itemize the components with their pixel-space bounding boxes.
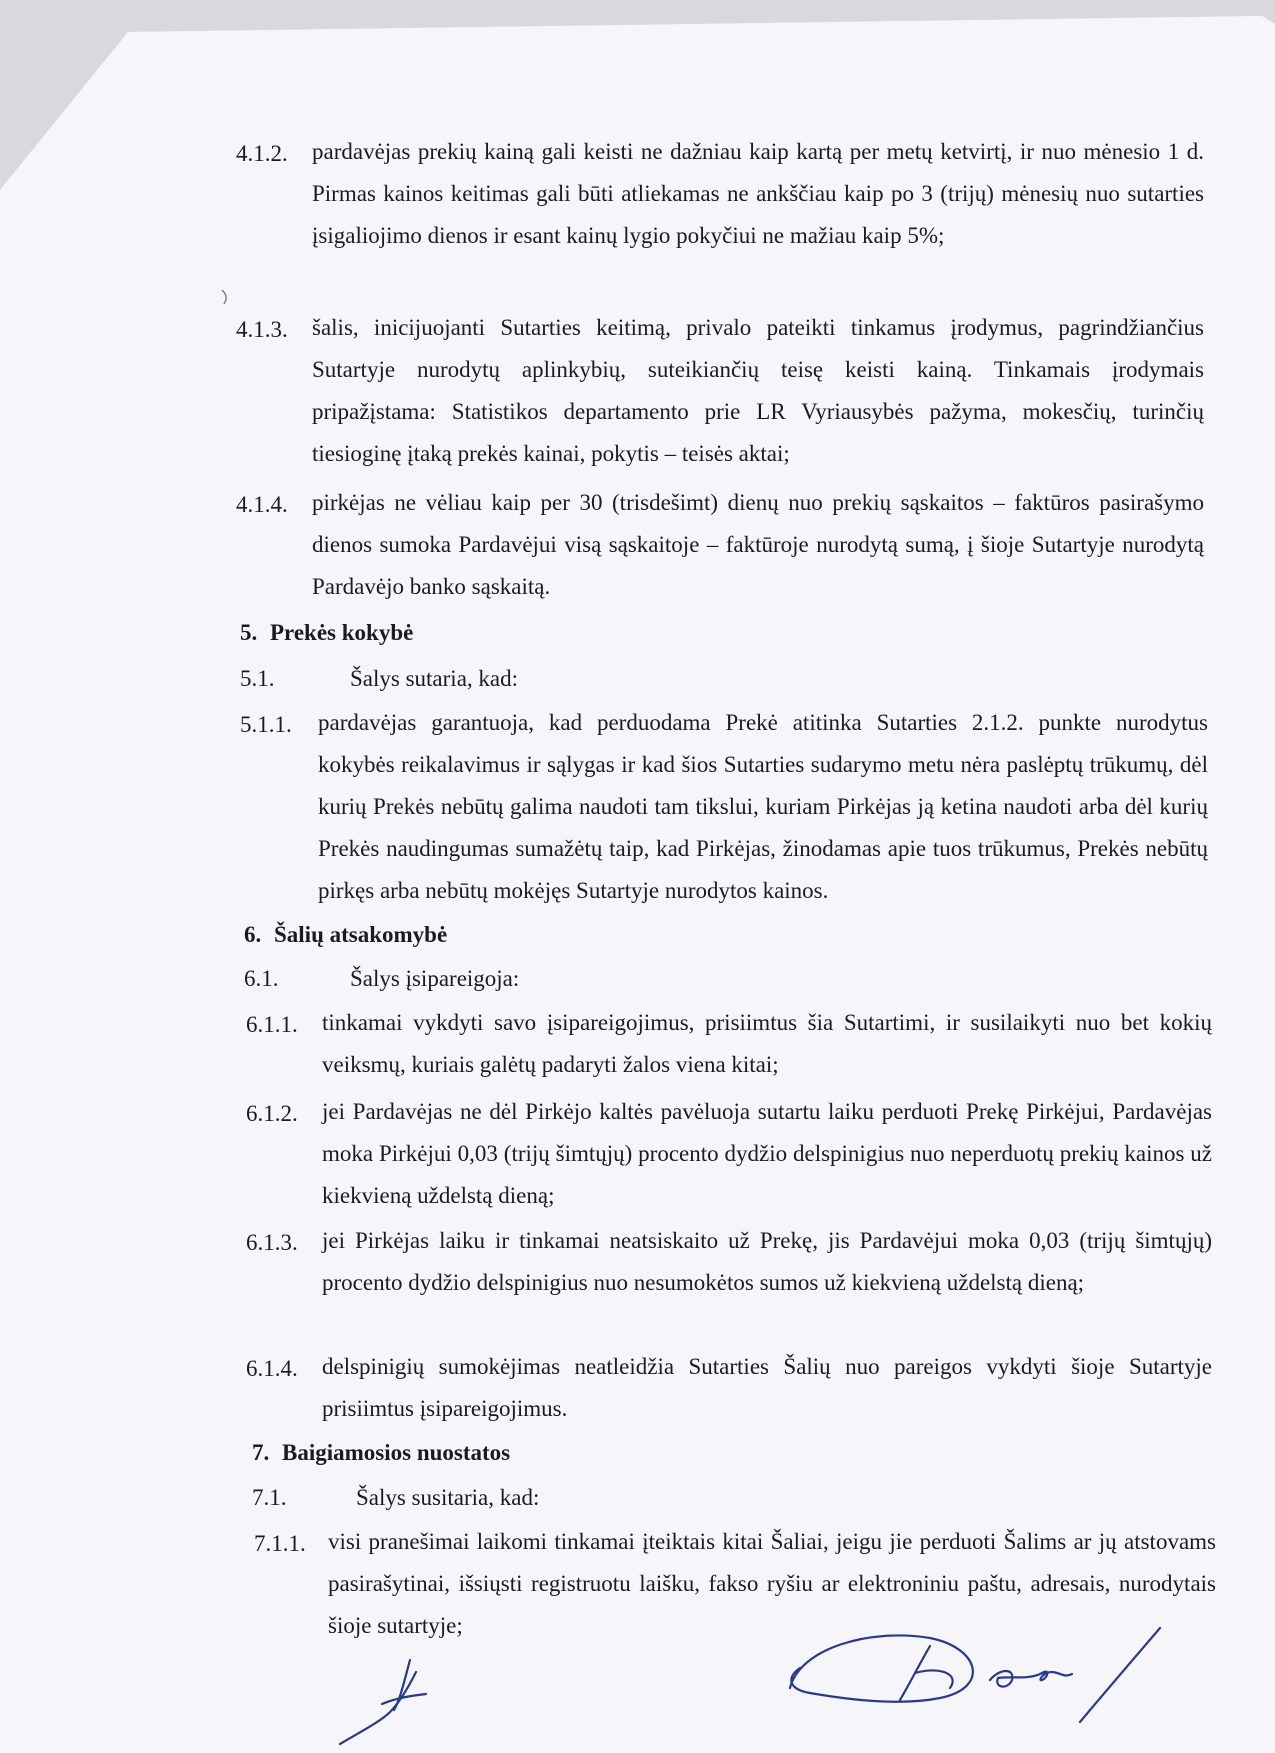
subsection-number: 5.1. — [240, 666, 275, 691]
clause-number: 7.1.1. — [254, 1531, 306, 1556]
clause-text: pardavėjas garantuoja, kad perduodama Prekė atitinka Sutarties 2.1.2. punkte nurodytus kokybės reikalavimus ir sąlygas ir kad šios Sutarties sudarymo metu nėra paslėptų trūkumų, dėl kurių Prekės nebūtų galima naudoti tam tikslui, kuriam Pirkėjas ją ketina naudoti arba dėl kurių Prekės naudingumas sumažėtų taip, kad Pirkėjas, žinodamas apie tuos trūkumus, Prekės nebūtų pirkęs arba nebūtų mokėjęs Sutartyje nurodytos kainos. — [318, 710, 1208, 903]
section-title: Šalių atsakomybė — [274, 922, 448, 947]
section-heading — [244, 922, 447, 948]
section-heading — [240, 620, 413, 646]
clause-number: 4.1.2. — [236, 141, 288, 166]
section-number: 7. — [252, 1440, 270, 1465]
clause-number: 4.1.4. — [236, 492, 288, 517]
subsection-text: Šalys susitaria, kad: — [356, 1485, 540, 1510]
subsection-number: 7.1. — [252, 1485, 287, 1510]
section-title: Prekės kokybė — [270, 620, 414, 645]
clause-text: šalis, inicijuojanti Sutarties keitimą, privalo pateikti tinkamus įrodymus, pagrindžiančius Sutartyje nurodytų aplinkybių, suteikiančių teisę keisti kainą. Tinkamais įrodymais pripažįstama: Statistikos departamento prie LR Vyriausybės pažyma, mokesčių, turinčių tiesioginę įtaką prekės kainai, pokytis – teisės aktai; — [312, 315, 1204, 466]
clause-number: 6.1.4. — [246, 1356, 298, 1381]
clause-text: visi pranešimai laikomi tinkamai įteiktais kitai Šaliai, jeigu jie perduoti Šalims ar jų atstovams pasirašytinai, išsiųsti registruotu laišku, fakso ryšiu ar elektroniniu paštu, adresais, nurodytais šioje sutartyje; — [328, 1529, 1216, 1638]
clause-number: 4.1.3. — [236, 317, 288, 342]
pen-mark — [218, 286, 242, 310]
clause-text: jei Pirkėjas laiku ir tinkamai neatsiskaito už Prekę, jis Pardavėjui moka 0,03 (trijų šimtųjų) procento dydžio delspinigius nuo nesumokėtos sumos už kiekvieną uždelstą dieną; — [322, 1228, 1212, 1295]
clause-number: 6.1.2. — [246, 1101, 298, 1126]
subsection-text: Šalys sutaria, kad: — [350, 666, 518, 691]
clause-text: delspinigių sumokėjimas neatleidžia Sutarties Šalių nuo pareigos vykdyti šioje Sutartyje prisiimtus įsipareigojimus. — [322, 1354, 1212, 1421]
clause-number: 6.1.1. — [246, 1012, 298, 1037]
section-heading — [252, 1440, 510, 1466]
clause-text: pardavėjas prekių kainą gali keisti ne dažniau kaip kartą per metų ketvirtį, ir nuo mėnesio 1 d. Pirmas kainos keitimas gali būti atliekamas ne ankščiau kaip po 3 (trijų) mėnesių nuo sutarties įsigaliojimo dienos ir esant kainų lygio pokyčiui ne mažiau kaip 5%; — [312, 139, 1204, 248]
clause-text: jei Pardavėjas ne dėl Pirkėjo kaltės pavėluoja sutartu laiku perduoti Prekę Pirkėjui, Pardavėjas moka Pirkėjui 0,03 (trijų šimtųjų) procento dydžio delspinigius nuo neperduotų prekių kainos už kiekvieną uždelstą dieną; — [322, 1099, 1212, 1208]
clause-text: pirkėjas ne vėliau kaip per 30 (trisdešimt) dienų nuo prekių sąskaitos – faktūros pasirašymo dienos sumoka Pardavėjui visą sąskaitoje – faktūroje nurodytą sumą, į šioje Sutartyje nurodytą Pardavėjo banko sąskaitą. — [312, 490, 1204, 599]
subsection-text: Šalys įsipareigoja: — [350, 966, 520, 991]
section-number: 6. — [244, 922, 262, 947]
signature-right — [780, 1618, 1210, 1728]
clause-number: 6.1.3. — [246, 1230, 298, 1255]
section-number: 5. — [240, 620, 258, 645]
clause-number: 5.1.1. — [240, 712, 292, 737]
subsection-number: 6.1. — [244, 966, 279, 991]
clause-text: tinkamai vykdyti savo įsipareigojimus, prisiimtus šia Sutartimi, ir susilaikyti nuo bet kokių veiksmų, kuriais galėtų padaryti žalos viena kitai; — [322, 1010, 1212, 1077]
signature-left — [330, 1652, 460, 1752]
section-title: Baigiamosios nuostatos — [282, 1440, 511, 1465]
